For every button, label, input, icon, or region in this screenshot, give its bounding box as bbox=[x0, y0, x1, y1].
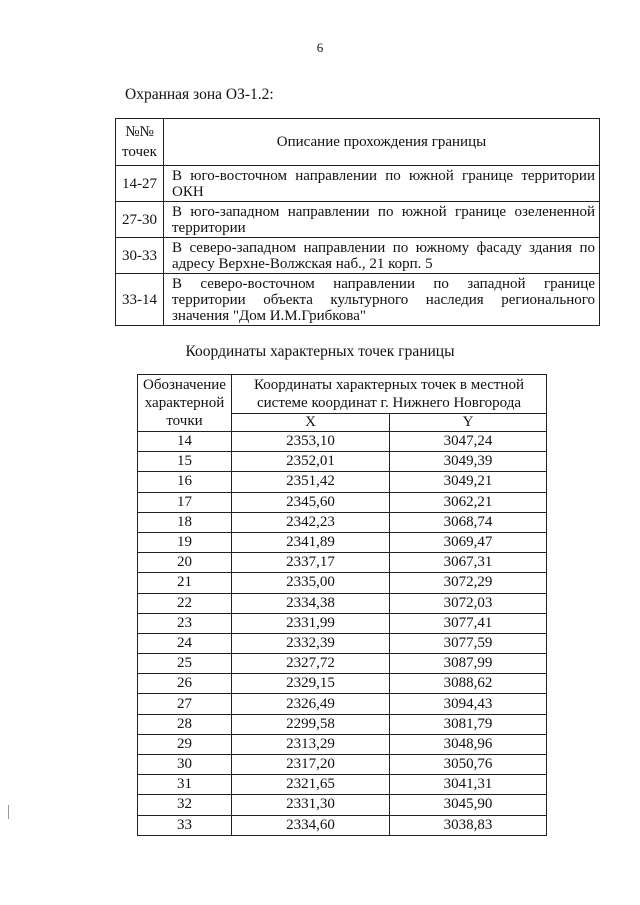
boundary-description-line: значения "Дом И.М.Грибкова" bbox=[172, 308, 366, 324]
header-point-designation: Обозначение характерной точки bbox=[138, 375, 232, 432]
coordinates-table bbox=[137, 374, 547, 836]
coord-y-cell: 3077,41 bbox=[390, 613, 547, 633]
coord-y-cell: 3062,21 bbox=[390, 492, 547, 512]
boundary-description-line: В юго-западном направлении по южной границе озелененной bbox=[172, 204, 595, 220]
coord-y-cell: 3077,59 bbox=[390, 633, 547, 653]
header-points-line-2: точек bbox=[122, 144, 157, 160]
coords-row bbox=[138, 593, 547, 613]
boundary-header-row bbox=[116, 119, 600, 166]
coord-x-cell: 2299,58 bbox=[232, 714, 390, 734]
coord-x-cell: 2341,89 bbox=[232, 532, 390, 552]
coord-y-cell: 3047,24 bbox=[390, 432, 547, 452]
boundary-description-cell bbox=[164, 274, 600, 326]
coord-x-cell: 2334,60 bbox=[232, 815, 390, 835]
coord-y-cell: 3049,39 bbox=[390, 452, 547, 472]
coords-row bbox=[138, 755, 547, 775]
coord-y-cell: 3048,96 bbox=[390, 734, 547, 754]
coords-header-row bbox=[138, 375, 547, 414]
coords-row bbox=[138, 775, 547, 795]
coords-row bbox=[138, 432, 547, 452]
boundary-points-cell: 30-33 bbox=[116, 238, 164, 274]
coords-row bbox=[138, 815, 547, 835]
coords-row bbox=[138, 633, 547, 653]
coord-x-cell: 2342,23 bbox=[232, 512, 390, 532]
header-description: Описание прохождения границы bbox=[164, 119, 600, 166]
boundary-row bbox=[116, 166, 600, 202]
coord-y-cell: 3068,74 bbox=[390, 512, 547, 532]
point-number-cell: 28 bbox=[138, 714, 232, 734]
coords-row bbox=[138, 553, 547, 573]
boundary-description-cell bbox=[164, 166, 600, 202]
boundary-description-cell bbox=[164, 238, 600, 274]
point-number-cell: 24 bbox=[138, 633, 232, 653]
coord-x-cell: 2334,38 bbox=[232, 593, 390, 613]
point-number-cell: 15 bbox=[138, 452, 232, 472]
coord-y-cell: 3094,43 bbox=[390, 694, 547, 714]
boundary-points-cell: 27-30 bbox=[116, 202, 164, 238]
boundary-description-line: ОКН bbox=[172, 184, 204, 200]
point-number-cell: 29 bbox=[138, 734, 232, 754]
coords-row bbox=[138, 694, 547, 714]
boundary-description-table bbox=[115, 118, 600, 326]
coords-row bbox=[138, 532, 547, 552]
point-number-cell: 23 bbox=[138, 613, 232, 633]
coord-x-cell: 2353,10 bbox=[232, 432, 390, 452]
coords-row bbox=[138, 714, 547, 734]
coords-row bbox=[138, 795, 547, 815]
zone-title: Охранная зона ОЗ-1.2: bbox=[125, 86, 274, 103]
header-points bbox=[116, 119, 164, 166]
coords-row bbox=[138, 472, 547, 492]
coord-y-cell: 3072,03 bbox=[390, 593, 547, 613]
coord-y-cell: 3041,31 bbox=[390, 775, 547, 795]
page-number: 6 bbox=[316, 40, 324, 55]
boundary-description-line: адресу Верхне-Волжская наб., 21 корп. 5 bbox=[172, 256, 433, 272]
coord-x-cell: 2329,15 bbox=[232, 674, 390, 694]
coords-row bbox=[138, 512, 547, 532]
coords-row bbox=[138, 674, 547, 694]
point-number-cell: 27 bbox=[138, 694, 232, 714]
point-number-cell: 30 bbox=[138, 755, 232, 775]
coord-y-cell: 3049,21 bbox=[390, 472, 547, 492]
coord-x-cell: 2351,42 bbox=[232, 472, 390, 492]
coord-x-cell: 2352,01 bbox=[232, 452, 390, 472]
coords-row bbox=[138, 452, 547, 472]
header-x: X bbox=[232, 414, 390, 432]
coord-y-cell: 3045,90 bbox=[390, 795, 547, 815]
coord-x-cell: 2335,00 bbox=[232, 573, 390, 593]
coord-x-cell: 2337,17 bbox=[232, 553, 390, 573]
coord-x-cell: 2313,29 bbox=[232, 734, 390, 754]
boundary-row bbox=[116, 202, 600, 238]
coords-row bbox=[138, 492, 547, 512]
boundary-points-cell: 14-27 bbox=[116, 166, 164, 202]
coord-y-cell: 3050,76 bbox=[390, 755, 547, 775]
coord-y-cell: 3087,99 bbox=[390, 654, 547, 674]
coord-y-cell: 3088,62 bbox=[390, 674, 547, 694]
point-number-cell: 19 bbox=[138, 532, 232, 552]
coord-x-cell: 2321,65 bbox=[232, 775, 390, 795]
header-coordinate-system: Координаты характерных точек в местной системе координат г. Нижнего Новгорода bbox=[232, 375, 547, 414]
point-number-cell: 26 bbox=[138, 674, 232, 694]
coord-y-cell: 3038,83 bbox=[390, 815, 547, 835]
coords-row bbox=[138, 654, 547, 674]
coord-x-cell: 2317,20 bbox=[232, 755, 390, 775]
boundary-description-line: В юго-восточном направлении по южной границе территории bbox=[172, 168, 595, 184]
coord-x-cell: 2327,72 bbox=[232, 654, 390, 674]
point-number-cell: 25 bbox=[138, 654, 232, 674]
point-number-cell: 20 bbox=[138, 553, 232, 573]
point-number-cell: 32 bbox=[138, 795, 232, 815]
coord-x-cell: 2331,99 bbox=[232, 613, 390, 633]
point-number-cell: 31 bbox=[138, 775, 232, 795]
boundary-description-line: В северо-западном направлении по южному фасаду здания по bbox=[172, 240, 595, 256]
point-number-cell: 16 bbox=[138, 472, 232, 492]
coordinates-title: Координаты характерных точек границы bbox=[185, 343, 455, 360]
point-number-cell: 22 bbox=[138, 593, 232, 613]
boundary-row bbox=[116, 238, 600, 274]
coord-x-cell: 2332,39 bbox=[232, 633, 390, 653]
boundary-description-line: территории объекта культурного наследия регионального bbox=[172, 292, 595, 308]
coord-y-cell: 3067,31 bbox=[390, 553, 547, 573]
coord-y-cell: 3069,47 bbox=[390, 532, 547, 552]
coord-y-cell: 3072,29 bbox=[390, 573, 547, 593]
point-number-cell: 33 bbox=[138, 815, 232, 835]
coord-x-cell: 2345,60 bbox=[232, 492, 390, 512]
coords-row bbox=[138, 573, 547, 593]
boundary-row bbox=[116, 274, 600, 326]
header-y: Y bbox=[390, 414, 547, 432]
coord-x-cell: 2331,30 bbox=[232, 795, 390, 815]
boundary-points-cell: 33-14 bbox=[116, 274, 164, 326]
coords-row bbox=[138, 613, 547, 633]
coord-y-cell: 3081,79 bbox=[390, 714, 547, 734]
coord-x-cell: 2326,49 bbox=[232, 694, 390, 714]
point-number-cell: 17 bbox=[138, 492, 232, 512]
point-number-cell: 21 bbox=[138, 573, 232, 593]
header-points-line-1: №№ bbox=[125, 124, 154, 140]
boundary-description-line: В северо-восточном направлении по западной границе bbox=[172, 276, 595, 292]
point-number-cell: 18 bbox=[138, 512, 232, 532]
point-number-cell: 14 bbox=[138, 432, 232, 452]
boundary-description-line: территории bbox=[172, 220, 246, 236]
scan-mark bbox=[8, 805, 9, 819]
coords-row bbox=[138, 734, 547, 754]
boundary-description-cell bbox=[164, 202, 600, 238]
